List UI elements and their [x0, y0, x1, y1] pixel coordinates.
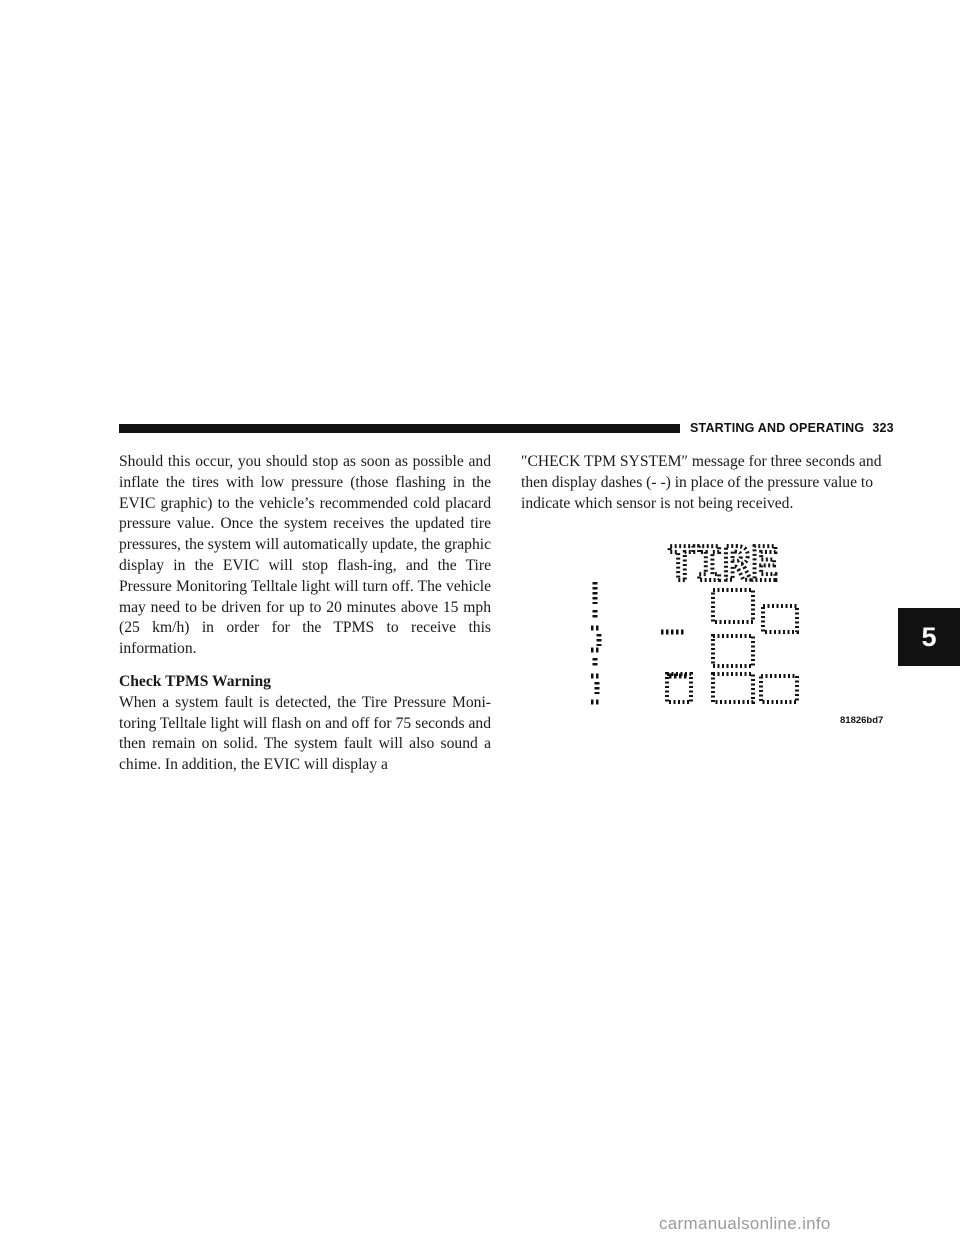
- paragraph: Should this occur, you should stop as soon as possible and inflate the tires with low pressure (those flashing in the EVIC graphic) to the vehicle’s recommended cold placard pressure value. Once the system receives the updated tire pressures, the system will automatically update, the graphic display in the EVIC will stop flash-ing, and the Tire Pressure Monitoring Telltale light will turn off. The vehicle may need to be driven for up to 20 minutes above 15 mph (25 km/h) in order for the TPMS to receive this information.: [119, 453, 491, 658]
- page-number: 323: [872, 421, 894, 435]
- left-pressure-dashes: [661, 632, 689, 676]
- paragraph: ″CHECK TPM SYSTEM″ message for three seconds and then display dashes (- -) in place of the pressure value to indicate which sensor is not being received.: [521, 453, 882, 512]
- right-pressure-dots: [667, 590, 797, 702]
- paragraph: When a system fault is detected, the Tire Pressure Moni-toring Telltale light will flash on and off for 75 seconds and then remain on solid. The system fault will also sound a chime. In addition, the EVIC will display a: [119, 693, 491, 774]
- figure-code: 81826bd7: [840, 715, 884, 726]
- dot-matrix-tire-display: [585, 524, 815, 709]
- chapter-tab: 5: [898, 608, 960, 666]
- section-title: STARTING AND OPERATING: [690, 421, 865, 435]
- vehicle-outline: [591, 582, 601, 702]
- section-heading: Check TPMS Warning: [119, 672, 271, 690]
- running-header: [690, 421, 894, 435]
- left-column: [119, 452, 491, 776]
- tpms-display-figure: [585, 524, 815, 709]
- display-title: TIRE: [667, 537, 779, 591]
- watermark: carmanualsonline.info: [659, 1214, 831, 1233]
- header-rule: [119, 424, 680, 433]
- right-column: [521, 452, 897, 514]
